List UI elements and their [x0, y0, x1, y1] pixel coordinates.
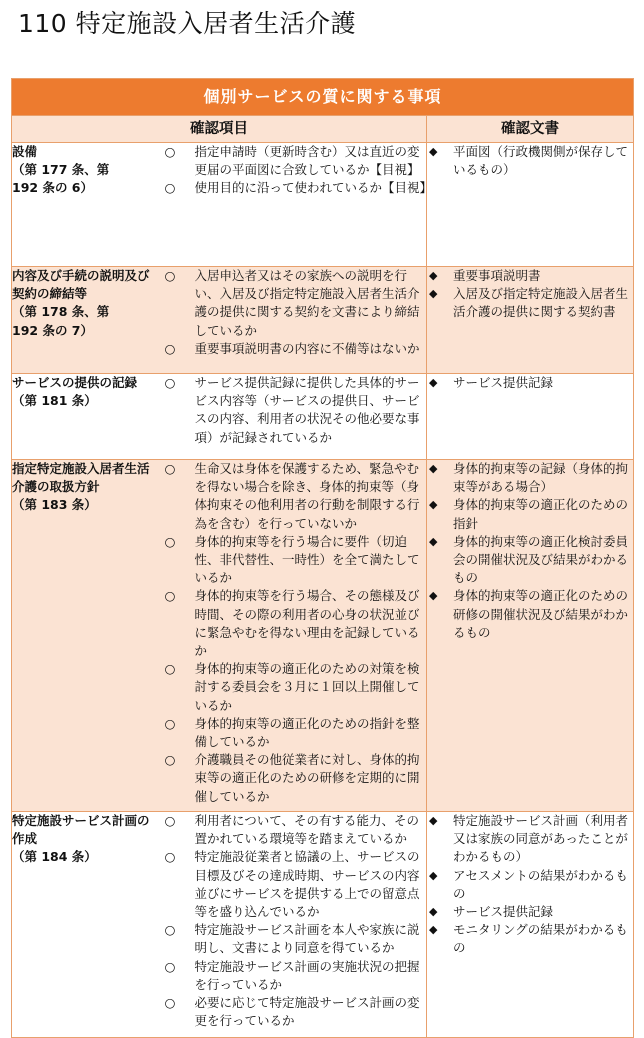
check-item: ○ 身体的拘束等の適正化のための指針を整備しているか	[159, 715, 427, 751]
check-item: ○ 特定施設サービス計画の実施状況の把握を行っているか	[159, 958, 427, 994]
circle-marker-icon: ○	[164, 340, 176, 356]
doc-item: ◆ 身体的拘束等の適正化検討委員会の開催状況及び結果がわかるもの	[427, 533, 633, 588]
table-row	[12, 812, 634, 1038]
check-item: ○ 介護職員その他従業者に対し、身体的拘束等の適正化のための研修を定期的に開催しているか	[159, 751, 427, 806]
circle-marker-icon: ○	[164, 849, 176, 865]
check-item: ○ 重要事項説明書の内容に不備等はないか	[159, 340, 427, 358]
diamond-bullet-icon: ◆	[429, 462, 438, 475]
diamond-bullet-icon: ◆	[429, 923, 438, 937]
circle-marker-icon: ○	[164, 180, 176, 196]
category-label: サービスの提供の記録	[12, 375, 138, 390]
circle-marker-icon: ○	[164, 375, 176, 390]
page-title: 110 特定施設入居者生活介護	[18, 9, 357, 38]
items-cell	[159, 460, 427, 812]
check-item: ○ 必要に応じて特定施設サービス計画の変更を行っているか	[159, 994, 427, 1030]
category-cell	[12, 143, 159, 267]
diamond-bullet-icon: ◆	[429, 376, 438, 389]
circle-marker-icon: ○	[164, 813, 176, 828]
diamond-bullet-icon: ◆	[429, 589, 438, 603]
category-article: （第 183 条）	[12, 497, 97, 513]
table-row	[12, 460, 634, 812]
doc-item: ◆ 重要事項説明書	[427, 267, 633, 285]
items-cell	[159, 143, 433, 267]
category-cell	[12, 267, 159, 374]
column-header-docs: 確認文書	[427, 116, 634, 143]
check-item: ○ 特定施設サービス計画を本人や家族に説明し、文書により同意を得ているか	[159, 921, 427, 957]
table-row	[12, 143, 634, 267]
diamond-bullet-icon: ◆	[429, 534, 438, 548]
category-article: 192 条の 7）	[12, 322, 93, 338]
diamond-bullet-icon: ◆	[429, 905, 438, 919]
confirmation-table	[11, 78, 634, 1038]
circle-marker-icon: ○	[164, 461, 176, 476]
category-cell	[12, 374, 159, 460]
doc-item: ◆ サービス提供記録	[427, 374, 633, 392]
table-row	[12, 374, 634, 460]
table-banner: 個別サービスの質に関する事項	[12, 79, 634, 116]
category-article: （第 177 条、第	[12, 162, 110, 178]
check-item: ○ サービス提供記録に提供した具体的サービス内容等（サービスの提供日、サービスの内容、利用者の状況その他必要な事項）が記録されているか	[159, 374, 427, 447]
check-item: ○ 指定申請時（更新時含む）又は直近の変更届の平面図に合致しているか【目視】	[159, 143, 427, 179]
category-cell	[12, 812, 159, 1038]
diamond-bullet-icon: ◆	[429, 868, 438, 882]
check-item: ○ 入居申込者又はその家族への説明を行い、入居及び指定特定施設入居者生活介護の提供に関する契約を文書により締結しているか	[159, 267, 427, 340]
category-label: 特定施設サービス計画の作成	[12, 813, 150, 847]
docs-cell	[427, 460, 634, 812]
circle-marker-icon: ○	[164, 995, 176, 1011]
doc-item: ◆ サービス提供記録	[427, 903, 633, 921]
circle-marker-icon: ○	[164, 922, 176, 938]
doc-item: ◆ 入居及び指定特定施設入居者生活介護の提供に関する契約書	[427, 285, 633, 321]
docs-cell	[427, 143, 634, 267]
items-cell	[159, 812, 427, 1038]
doc-item: ◆ アセスメントの結果がわかるもの	[427, 867, 633, 903]
check-item: ○ 身体的拘束等を行う場合に要件（切迫性、非代替性、一時性）を全て満たしているか	[159, 533, 427, 588]
circle-marker-icon: ○	[164, 144, 176, 159]
diamond-bullet-icon: ◆	[429, 498, 438, 512]
check-item: ○ 生命又は身体を保護するため、緊急やむを得ない場合を除き、身体的拘束等（身体拘束その他利用者の行動を制限する行為を含む）を行っていないか	[159, 460, 427, 533]
docs-cell	[427, 374, 634, 460]
category-cell	[12, 460, 159, 812]
circle-marker-icon: ○	[164, 715, 176, 731]
items-cell	[159, 374, 427, 460]
circle-marker-icon: ○	[164, 268, 176, 283]
items-cell	[159, 267, 427, 374]
circle-marker-icon: ○	[164, 958, 176, 974]
doc-item: ◆ モニタリングの結果がわかるもの	[427, 921, 633, 957]
check-item: ○ 身体的拘束等の適正化のための対策を検討する委員会を３月に１回以上開催しているか	[159, 660, 427, 715]
doc-item: ◆ 平面図（行政機関側が保存しているもの）	[427, 143, 633, 179]
column-header-items: 確認項目	[12, 116, 427, 143]
doc-item: ◆ 身体的拘束等の適正化のための研修の開催状況及び結果がわかるもの	[427, 587, 633, 642]
circle-marker-icon: ○	[164, 661, 176, 677]
category-article: （第 181 条）	[12, 393, 97, 409]
check-item: ○ 利用者について、その有する能力、その置かれている環境等を踏まえているか	[159, 812, 427, 848]
check-item: ○ 身体的拘束等を行う場合、その態様及び時間、その際の利用者の心身の状況並びに緊急やむを得ない理由を記録しているか	[159, 587, 427, 660]
diamond-bullet-icon: ◆	[429, 145, 438, 158]
doc-item: ◆ 身体的拘束等の適正化のための指針	[427, 496, 633, 532]
category-label: 設備	[12, 144, 38, 159]
table-row	[12, 267, 634, 374]
circle-marker-icon: ○	[164, 533, 176, 549]
diamond-bullet-icon: ◆	[429, 814, 438, 827]
category-article: （第 184 条）	[12, 849, 97, 865]
docs-cell	[427, 812, 634, 1038]
doc-item: ◆ 特定施設サービス計画（利用者又は家族の同意があったことがわかるもの）	[427, 812, 633, 867]
doc-item: ◆ 身体的拘束等の記録（身体的拘束等がある場合）	[427, 460, 633, 496]
circle-marker-icon: ○	[164, 588, 176, 604]
diamond-bullet-icon: ◆	[429, 269, 438, 282]
category-article: 192 条の 6）	[12, 180, 93, 196]
category-label: 指定特定施設入居者生活介護の取扱方針	[12, 461, 150, 495]
category-label: 内容及び手続の説明及び契約の締結等	[12, 268, 150, 302]
check-item: ○ 使用目的に沿って使われているか【目視】	[159, 179, 427, 197]
check-item: ○ 特定施設従業者と協議の上、サービスの目標及びその達成時期、サービスの内容並びにサービスを提供する上での留意点等を盛り込んでいるか	[159, 848, 427, 921]
diamond-bullet-icon: ◆	[429, 287, 438, 301]
docs-cell	[427, 267, 634, 374]
category-article: （第 178 条、第	[12, 304, 110, 320]
circle-marker-icon: ○	[164, 752, 176, 768]
